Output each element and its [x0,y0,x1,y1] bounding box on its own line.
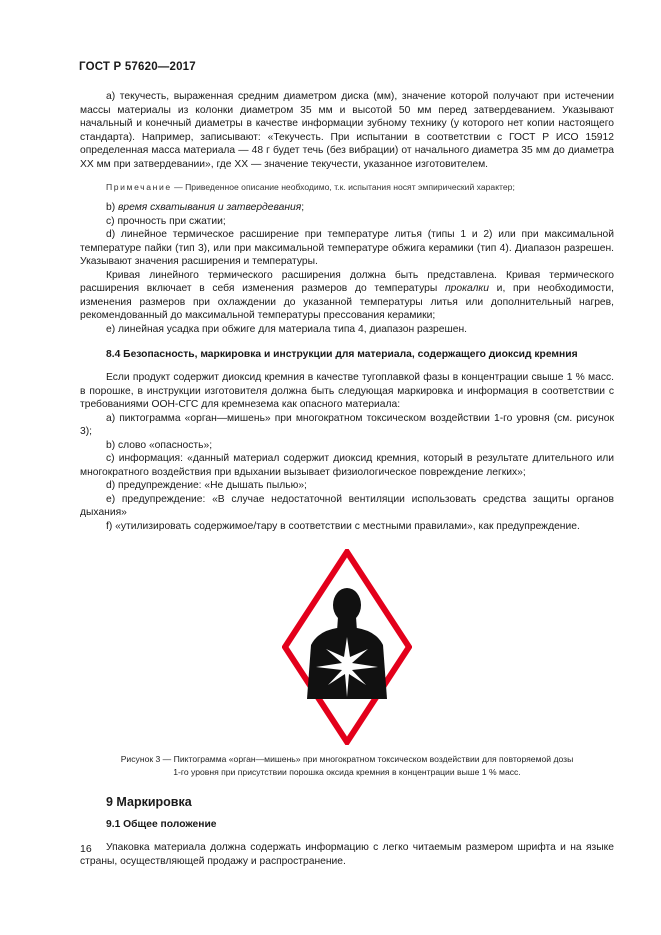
health-hazard-pictogram-icon [282,549,412,745]
paragraph-silica-item-b: b) слово «опасность»; [106,439,213,451]
section-8-4-heading: 8.4 Безопасность, маркировка и инструкции для материала, содержащего диоксид кремния [106,349,578,360]
note-text: — Приведенное описание необходимо, т.к. испытания носят эмпирический характер; [171,182,515,192]
standard-code: ГОСТ Р 57620—2017 [79,61,196,73]
page-number: 16 [80,843,92,855]
page-content [80,90,614,868]
paragraph-packaging: Упаковка материала должна содержать информацию с легко читаемым размером шрифта и на языке страны, осуществляющей продажу и распространение. [80,842,614,867]
figure-3-caption-line-1: Рисунок 3 — Пиктограмма «орган—мишень» при многократном токсическом воздействии для повторяемой дозы [120,754,574,764]
paragraph-flow-item-a: а) текучесть, выраженная средним диаметром диска (мм), значение которой получают при истечении массы материалы из колонки диаметром 35 мм и высотой 50 мм перед затвердеванием. Указывают начальный и конечный диаметры в качестве информации зубному технику (у которого нет копии настоящего стандарта). Например, записывают: «Текучесть. При испытании в соответствии с ГОСТ Р ИСО 15912 определенная масса материала — 48 г будет течь (без вибрации) от начального диаметра 35 мм до диаметра XX мм при затвердевании», где XX — значение текучести, указанное изготовителем. [80,91,614,170]
item-b-prefix: b) [106,202,119,213]
paragraph-item-b [80,201,614,215]
curve-prefix: Кривая линейного термического расширения должна быть представлена. Кривая термического расширения включает в себя изменения размеров до температуры [80,269,614,294]
item-b-suffix: ; [301,202,305,213]
note-paragraph [80,181,614,193]
section-9-heading: 9 Маркировка [106,795,192,809]
curve-italic: прокалки [445,283,489,294]
paragraph-item-d: d) линейное термическое расширение при температуре литья (типы 1 и 2) или при максимальной температуре пайки (тип 3), или при максимальной температуре обжига керамики (тип 4). Диапазон разрешен. Указывают значения расширения и температуры. [80,229,614,267]
silhouette-head [333,588,361,622]
figure-3 [80,547,614,747]
paragraph-item-c: с) прочность при сжатии; [106,215,226,227]
paragraph-silica-intro: Если продукт содержит диоксид кремния в качестве тугоплавкой фазы в концентрации свыше 1 % масс. в порошке, в инструкции изготовителя должна быть следующая маркировка и информация в соответствии с требованиями ООН-СГС для кремнезема как опасного материала: [80,372,614,410]
paragraph-silica-item-f: f) «утилизировать содержимое/тару в соответствии с местными правилами», как предупреждение. [106,520,580,532]
section-9-1-heading: 9.1 Общее положение [106,818,217,830]
curve-suffix: и, при необходимости, изменения размеров при охлаждении до указанной температуры литья или дополнительный нагрев, рекомендованный до максимальной температуры прессования керамики; [80,283,614,321]
paragraph-item-e: е) линейная усадка при обжиге для материала типа 4, диапазон разрешен. [106,323,468,335]
paragraph-silica-item-e: е) предупреждение: «В случае недостаточной вентиляции использовать средства защиты органов дыхания» [80,493,614,518]
paragraph-silica-item-d: d) предупреждение: «Не дышать пылью»; [106,480,307,491]
note-label: Примечание [106,182,172,192]
paragraph-expansion-curve [80,269,614,323]
item-b-italic: время схватывания и затвердевания [118,202,302,213]
figure-3-caption-line-2: 1-го уровня при присутствии порошка оксида кремния в концентрации выше 1 % масс. [173,767,521,777]
paragraph-silica-item-a: а) пиктограмма «орган—мишень» при многократном токсическом воздействии 1-го уровня (см. рисунок 3); [80,412,614,437]
paragraph-silica-item-c: с) информация: «данный материал содержит диоксид кремния, который в результате длительного или многократного воздействия при вдыхании вызывает физиологическое повреждение легких»; [80,453,614,478]
